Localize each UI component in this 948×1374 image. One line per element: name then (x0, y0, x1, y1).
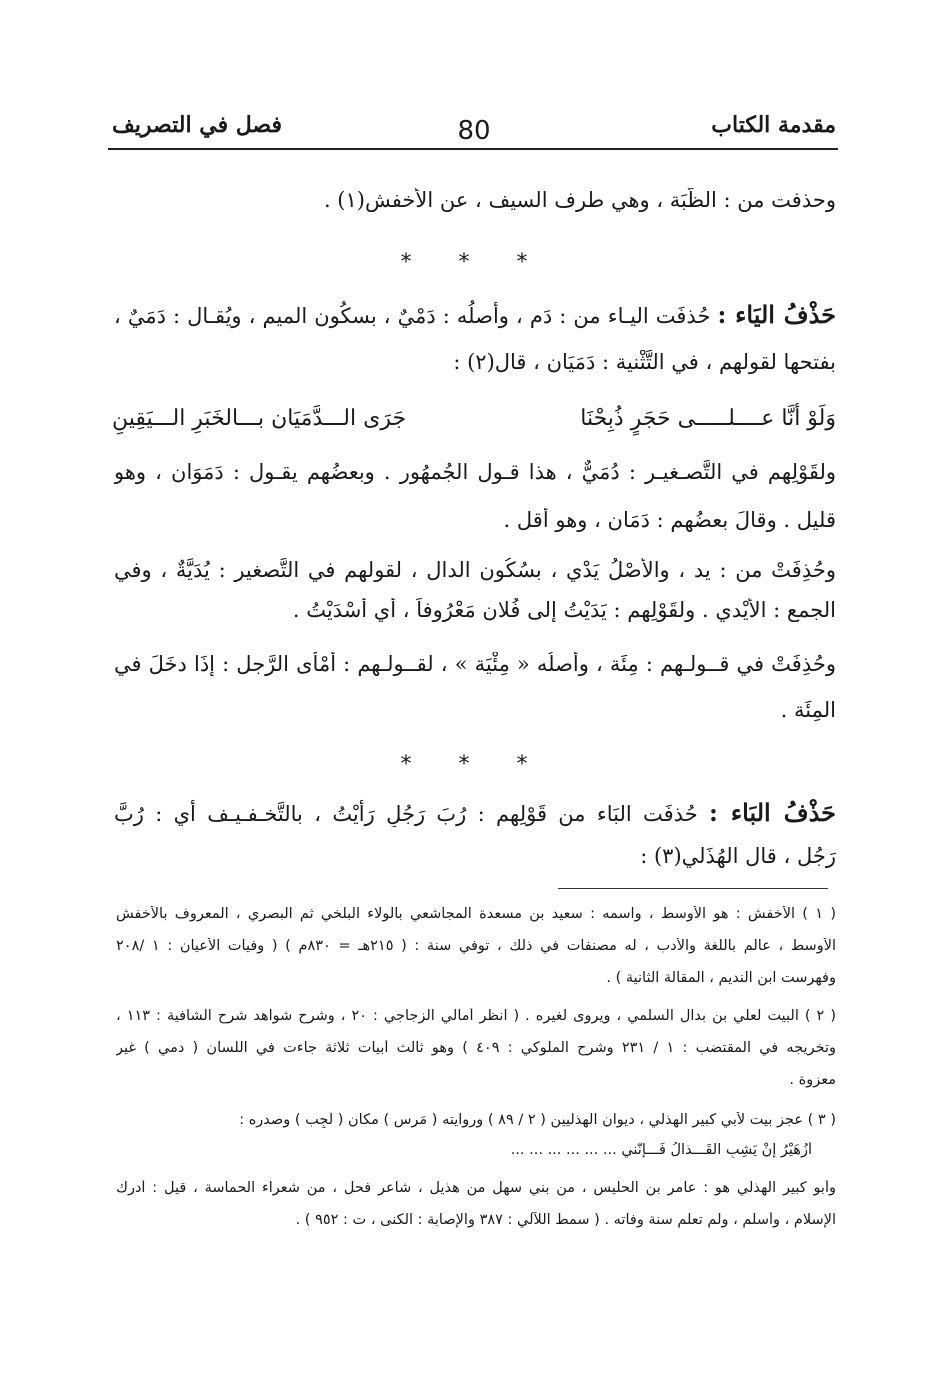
paragraph-yad-line-2: الجمع : الأَيْدي . ولقَوْلِهم : يَدَيْتُ إلى فُلان مَعْرُوفاً ، أي أَسْدَيْتُ . (292, 598, 836, 622)
footnote-divider (558, 888, 828, 889)
paragraph-ya-text: حُذفَت اليـاء من : دَم ، وأصلُه : دَمْيٌ ، بسكُون الميم ، ويُقـال : دَمَيٌ ، (114, 304, 711, 328)
paragraph-ya-line-2: بفتحها لقولهم ، في التَّثْنية : دَمَيَان ، قال(٢) : (453, 350, 836, 374)
footnote-2-line-3: معزوة . (789, 1072, 836, 1088)
footnote-3-verse: أزُهَيْرُ إنْ يَشِبِ القَـــذالُ فَـــإنَّني ... ... ... ... ... ... (510, 1142, 812, 1158)
header-divider (108, 148, 838, 150)
section-heading-ba: حَذْفُ البَاء : (709, 798, 836, 827)
paragraph-diminutive-line-2: قليل . وقالَ بعضُهم : دَمَان ، وهو أقل . (503, 508, 836, 532)
verse-first-hemistich: وَلَوْ أنَّا عــــلـــــى حَجَرٍ ذُبِحْنَا (580, 406, 836, 431)
page-number: 80 (457, 116, 491, 146)
section-heading-ya: حَذْفُ اليَاء : (717, 300, 836, 329)
header-chapter-title: مقدمة الكتاب (711, 112, 836, 138)
paragraph-mia-line-1: وحُذِفَتْ في قــولـهم : مِئَة ، وأصلُه « مِئْيَة » ، لقــولـهم : أَمْأَى الرَّجل : إذَا دخَلَ في (114, 652, 836, 676)
header-section-title: فصل في التصريف (112, 112, 282, 138)
paragraph-ya-line-1 (114, 300, 836, 329)
footnote-1-line-3: وفهرست ابن النديم ، المقالة الثانية ) . (606, 970, 836, 986)
paragraph-yad-line-1: وحُذِفَتْ من : يد ، والأَصْلُ يَدْي ، بسُكُون الدال ، لقولهم في التَّصغير : يُدَيَّةٌ ، وفي (114, 558, 836, 582)
paragraph-mia-line-2: المِئَة . (780, 698, 836, 722)
body-line-1: وحذفت من : الظُّبَة ، وهي طرف السيف ، عن الأخفش(١) . (323, 188, 836, 212)
paragraph-ba-line-2: رَجُلٍ ، قال الهُذَلي(٣) : (640, 844, 836, 868)
paragraph-ba-text: حُذفَت البَاء من قَوْلِهم : رُبَ رَجُلٍ رَأيْتُ ، بالتَّخـفـيـف أي : رُبَّ (114, 802, 698, 826)
footnote-2-line-1: ( ٢ ) البيت لعلي بن بدال السلمي ، ويروى لغيره . ( انظر أمالي الزجاجي : ٢٠ ، وشرح شواهد شرح الشافية : ١١٣ ، (116, 1008, 836, 1024)
footnote-3-line-1: ( ٣ ) عجز بيت لأبي كبير الهذلي ، ديوان الهذليين ( ٢ / ٨٩ ) وروايته ( مَرِس ) مكان ( لَجِب ) وصدره : (239, 1112, 836, 1128)
footnote-1-line-2: الأوسط ، عالم باللغة والأدب ، له مصنفات في ذلك ، توفي سنة : ( ٢١٥هـ = ٨٣٠م ) ( وفيات الأعيان : ١ /٢٠٨ (116, 938, 836, 954)
footnote-3-line-2: وأبو كبير الهذلي هو : عامر بن الحليس ، من بني سهل من هذيل ، شاعر فحل ، من شعراء الحماسة ، قيل : أدرك (116, 1180, 836, 1196)
paragraph-diminutive-line-1: ولقَوْلِهم في التَّصـغيـر : دُمَيٌّ ، هذا قـول الجُمهُور . وبعضُهم يقـول : دَمَوَان ، وهو (114, 460, 836, 484)
verse-second-hemistich: جَرَى الـــدَّمَيَان بـــالخَبَرِ الـــيَقِينِ (112, 406, 407, 431)
section-separator-2: * * * (400, 752, 548, 777)
paragraph-ba-line-1 (114, 798, 836, 827)
section-separator-1: * * * (400, 250, 548, 275)
footnote-2-line-2: وتخريجه في المقتضب : ١ / ٢٣١ وشرح الملوكي : ٤٠٩ ) وهو ثالث أبيات ثلاثة جاءت في اللسان ( دمي ) غير (116, 1040, 836, 1056)
footnote-3-line-3: الإسلام ، وأسلم ، ولم تعلم سنة وفاته . ( سمط اللآلي : ٣٨٧ والإصابة : الكنى ، ت : ٩٥٢ ) . (295, 1212, 836, 1228)
footnote-1-line-1: ( ١ ) الأخفش : هو الأوسط ، واسمه : سعيد بن مسعدة المجاشعي بالولاء البلخي ثم البصري ، المعروف بالأخفش (116, 906, 836, 922)
